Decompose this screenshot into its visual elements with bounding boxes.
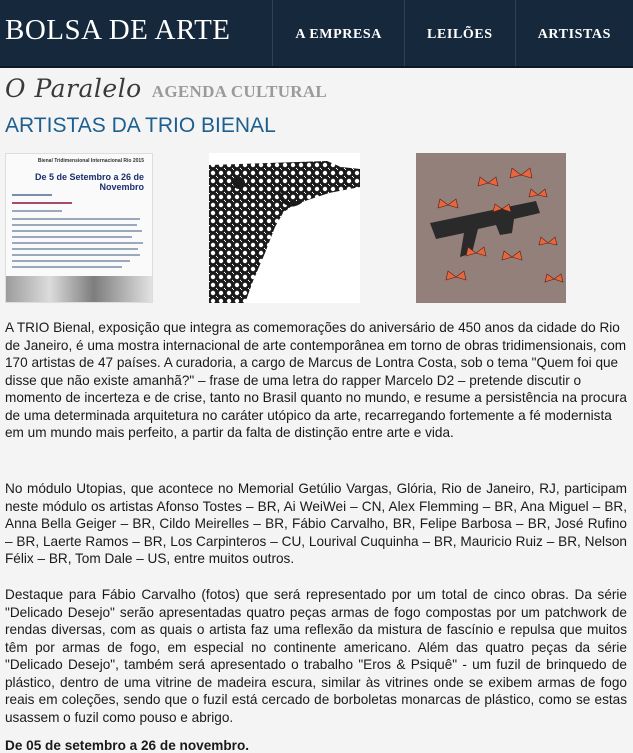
- article-paragraph-2: No módulo Utopias, que acontece no Memorial Getúlio Vargas, Glória, Rio de Janeiro, RJ, participam neste módulo os artistas Afonso Tostes – BR, Ai WeiWei – CN, Alex Flemming – BR, Ana Miguel – BR, Anna Bella Geiger – BR, Cildo Meirelles – BR, Fábio Carvalho, BR, Felipe Barbosa – BR, José Rufino – BR, Laerte Ramos – BR, Los Carpinteros – CU, Lourival Cuquinha – BR, Mauricio Ruiz – BR, Nelson Félix – BR, Tom Dale – US, entre muitos outros.: [5, 481, 627, 566]
- nav-item-empresa[interactable]: A EMPRESA: [272, 0, 404, 66]
- site-logo[interactable]: BOLSA DE ARTE: [5, 14, 231, 46]
- butterfly-rifle-graphic: [416, 153, 566, 303]
- lace-gun-image[interactable]: [209, 153, 360, 303]
- article-title: ARTISTAS DA TRIO BIENAL: [5, 114, 276, 137]
- main-nav: [272, 0, 633, 66]
- article-paragraph-1: A TRIO Bienal, exposição que integra as comemorações do aniversário de 450 anos da cidade do Rio de Janeiro, é uma mostra internacional de arte contemporânea em torno de obras tridimensionais, com 170 artistas de 47 países. A curadoria, a cargo de Marcus de Lontra Costa, sob o tema "Quem foi que disse que não existe amanhã?" – frase de uma letra do rapper Marcelo D2 – pretende discutir o momento de incerteza e de crise, tanto no Brasil quanto no mundo, e resume a persistência na procura de uma determinada arquitetura no caráter utópico da arte, recarregando fortemente a fé modernista em um mundo mais perfeito, a partir da falta de distinção entre arte e vida.: [5, 320, 627, 440]
- site-header: [0, 0, 633, 68]
- event-dates: De 05 de setembro a 26 de novembro.: [5, 738, 250, 753]
- section-subtitle: AGENDA CULTURAL: [151, 82, 328, 101]
- article-paragraph-3: Destaque para Fábio Carvalho (fotos) que será representado por um total de cinco obras. Da série "Delicado Desejo" serão apresentadas quatro peças armas de fogo compostas por um patchwork de rendas diversas, com as quais o artista faz uma reflexão da mistura de fascínio e repulsa que muitos têm por armas de fogo, em especial no continente americano. Além das quatro peças da série "Delicado Desejo", também será apresentado o trabalho "Eros & Psiquê" - um fuzil de brinquedo de plástico, dentro de uma vitrine de madeira escura, similar às vitrines onde se exibem armas de fogo reais em coleções, sendo que o fuzil está cercado de borboletas monarcas de plástico, como se estas usassem o fuzil como pouso e abrigo.: [5, 587, 627, 725]
- poster-image[interactable]: [5, 153, 153, 303]
- poster-photo: [6, 276, 152, 302]
- lace-gun-graphic: [209, 153, 360, 303]
- butterfly-rifle-image[interactable]: [416, 153, 566, 303]
- poster-date: De 5 de Setembro a 26 de Novembro: [34, 172, 144, 192]
- section-header: [5, 74, 327, 103]
- nav-item-artistas[interactable]: ARTISTAS: [515, 0, 633, 66]
- nav-item-leiloes[interactable]: LEILÕES: [404, 0, 515, 66]
- section-logo[interactable]: O Paralelo: [5, 74, 142, 103]
- poster-title: Bienal Tridimensional Internacional Rio 2015: [37, 158, 144, 164]
